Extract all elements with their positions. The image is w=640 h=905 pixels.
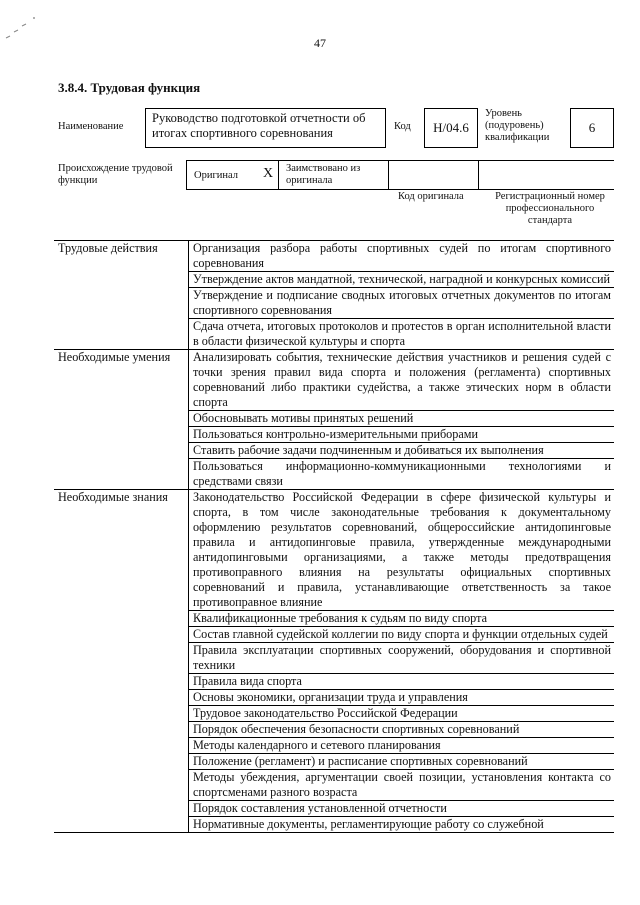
section-title: 3.8.4. Трудовая функция bbox=[58, 80, 201, 95]
table-row bbox=[54, 350, 614, 411]
table-cell: Методы убеждения, аргументации своей позиции, установления контакта со спортсменами разного возраста bbox=[189, 770, 615, 801]
group-label: Трудовые действия bbox=[54, 241, 189, 350]
table-cell: Порядок обеспечения безопасности спортивных соревнований bbox=[189, 722, 615, 738]
code-label: Код bbox=[394, 121, 411, 132]
table-cell: Организация разбора работы спортивных судей по итогам спортивного соревнования bbox=[189, 241, 615, 272]
table-row bbox=[54, 241, 614, 272]
origin-label: Происхождение трудовой функции bbox=[58, 163, 173, 186]
origin-row bbox=[186, 160, 614, 190]
table-cell: Правила эксплуатации спортивных сооружений, оборудования и спортивной техники bbox=[189, 643, 615, 674]
level-label: Уровень (подуровень) квалификации bbox=[485, 108, 550, 143]
table-cell: Методы календарного и сетевого планирования bbox=[189, 738, 615, 754]
table-cell: Правила вида спорта bbox=[189, 674, 615, 690]
group-label: Необходимые умения bbox=[54, 350, 189, 490]
original-label: Оригинал bbox=[194, 170, 238, 181]
table-cell: Анализировать события, технические действия участников и решения судей с точки зрения правил вида спорта и положения (регламента) спортивных соревнований либо практики судейства, а также этических норм в области спорта bbox=[189, 350, 615, 411]
level-value: 6 bbox=[570, 108, 614, 148]
table-row bbox=[54, 490, 614, 611]
table-cell: Нормативные документы, регламентирующие работу со служебной bbox=[189, 817, 615, 833]
name-value: Руководство подготовкой отчетности об итогах спортивного соревнования bbox=[145, 108, 386, 148]
table-cell: Обосновывать мотивы принятых решений bbox=[189, 411, 615, 427]
table-cell: Ставить рабочие задачи подчиненным и добиваться их выполнения bbox=[189, 443, 615, 459]
code-original-label: Код оригинала bbox=[398, 191, 464, 202]
table-cell: Квалификационные требования к судьям по виду спорта bbox=[189, 611, 615, 627]
code-value: H/04.6 bbox=[424, 108, 478, 148]
table-cell: Порядок составления установленной отчетности bbox=[189, 801, 615, 817]
table-cell: Трудовое законодательство Российской Федерации bbox=[189, 706, 615, 722]
table-cell: Утверждение и подписание сводных итоговых отчетных документов по итогам спортивного соревнования bbox=[189, 288, 615, 319]
table-cell: Утверждение актов мандатной, технической, наградной и конкурсных комиссий bbox=[189, 272, 615, 288]
table-cell: Законодательство Российской Федерации в сфере физической культуры и спорта, в том числе законодательные требования к документальному оформлению результатов соревнований, общероссийские антидопинговые правила и антидопинговые правила, утвержденные международными антидопинговыми организациями, а также методы предотвращения противоправного влияния на результаты официальных спортивных соревнований и правила, устанавливающие ответственность за такое противоправное влияние bbox=[189, 490, 615, 611]
table-cell: Состав главной судейской коллегии по виду спорта и функции отдельных судей bbox=[189, 627, 615, 643]
original-mark: X bbox=[263, 166, 274, 181]
page-number: 47 bbox=[314, 36, 326, 50]
table-cell: Сдача отчета, итоговых протоколов и протестов в орган исполнительной власти в области физической культуры и спорта bbox=[189, 319, 615, 350]
table-cell: Пользоваться информационно-коммуникационными технологиями и средствами связи bbox=[189, 459, 615, 490]
name-label: Наименование bbox=[58, 121, 124, 132]
group-label: Необходимые знания bbox=[54, 490, 189, 833]
table-cell: Пользоваться контрольно-измерительными приборами bbox=[189, 427, 615, 443]
reg-number-label: Регистрационный номер профессионального стандарта bbox=[495, 191, 605, 226]
table-cell: Основы экономики, организации труда и управления bbox=[189, 690, 615, 706]
function-table bbox=[54, 240, 614, 833]
table-cell: Положение (регламент) и расписание спортивных соревнований bbox=[189, 754, 615, 770]
borrowed-label: Заимствовано из оригинала bbox=[286, 163, 361, 186]
